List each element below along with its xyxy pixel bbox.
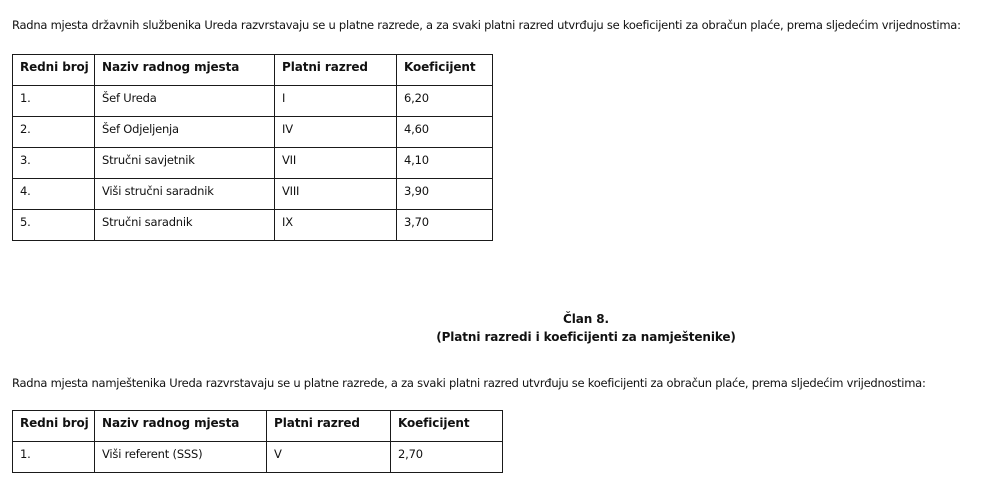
column-header: Koeficijent: [391, 411, 503, 442]
coefficient: 6,20: [397, 86, 493, 117]
coefficient: 3,70: [397, 210, 493, 241]
coefficient: 4,10: [397, 148, 493, 179]
pay-grade: IX: [275, 210, 397, 241]
column-header: Platni razred: [275, 55, 397, 86]
pay-grade: I: [275, 86, 397, 117]
row-number: 1.: [13, 86, 95, 117]
position-name: Šef Odjeljenja: [95, 117, 275, 148]
intro-employees: Radna mjesta namještenika Ureda razvrstavaju se u platne razrede, a za svaki platni razred utvrđuju se koeficijenti za obračun plaće, prema sljedećim vrijednostima:: [12, 376, 926, 390]
row-number: 3.: [13, 148, 95, 179]
coefficient: 2,70: [391, 442, 503, 473]
pay-grade: VIII: [275, 179, 397, 210]
coefficient: 4,60: [397, 117, 493, 148]
table-header-row: [13, 411, 503, 442]
column-header: Naziv radnog mjesta: [95, 55, 275, 86]
pay-grade: VII: [275, 148, 397, 179]
row-number: 5.: [13, 210, 95, 241]
column-header: Koeficijent: [397, 55, 493, 86]
position-name: Viši referent (SSS): [95, 442, 267, 473]
table-row: [13, 442, 503, 473]
table-header-row: [13, 55, 493, 86]
column-header: Naziv radnog mjesta: [95, 411, 267, 442]
table-row: [13, 148, 493, 179]
employees-table: [12, 410, 503, 473]
table-row: [13, 86, 493, 117]
position-name: Viši stručni saradnik: [95, 179, 275, 210]
article-subtitle: (Platni razredi i koeficijenti za namještenike): [436, 330, 736, 344]
row-number: 2.: [13, 117, 95, 148]
coefficient: 3,90: [397, 179, 493, 210]
table-row: [13, 179, 493, 210]
row-number: 4.: [13, 179, 95, 210]
column-header: Platni razred: [267, 411, 391, 442]
table-row: [13, 210, 493, 241]
row-number: 1.: [13, 442, 95, 473]
pay-grade: V: [267, 442, 391, 473]
column-header: Redni broj: [13, 55, 95, 86]
position-name: Stručni savjetnik: [95, 148, 275, 179]
article-title: Član 8.: [563, 312, 609, 326]
position-name: Šef Ureda: [95, 86, 275, 117]
pay-grade: IV: [275, 117, 397, 148]
civil-servants-table: [12, 54, 493, 241]
table-row: [13, 117, 493, 148]
position-name: Stručni saradnik: [95, 210, 275, 241]
column-header: Redni broj: [13, 411, 95, 442]
intro-civil-servants: Radna mjesta državnih službenika Ureda razvrstavaju se u platne razrede, a za svaki platni razred utvrđuju se koeficijenti za obračun plaće, prema sljedećim vrijednostima:: [12, 18, 961, 32]
